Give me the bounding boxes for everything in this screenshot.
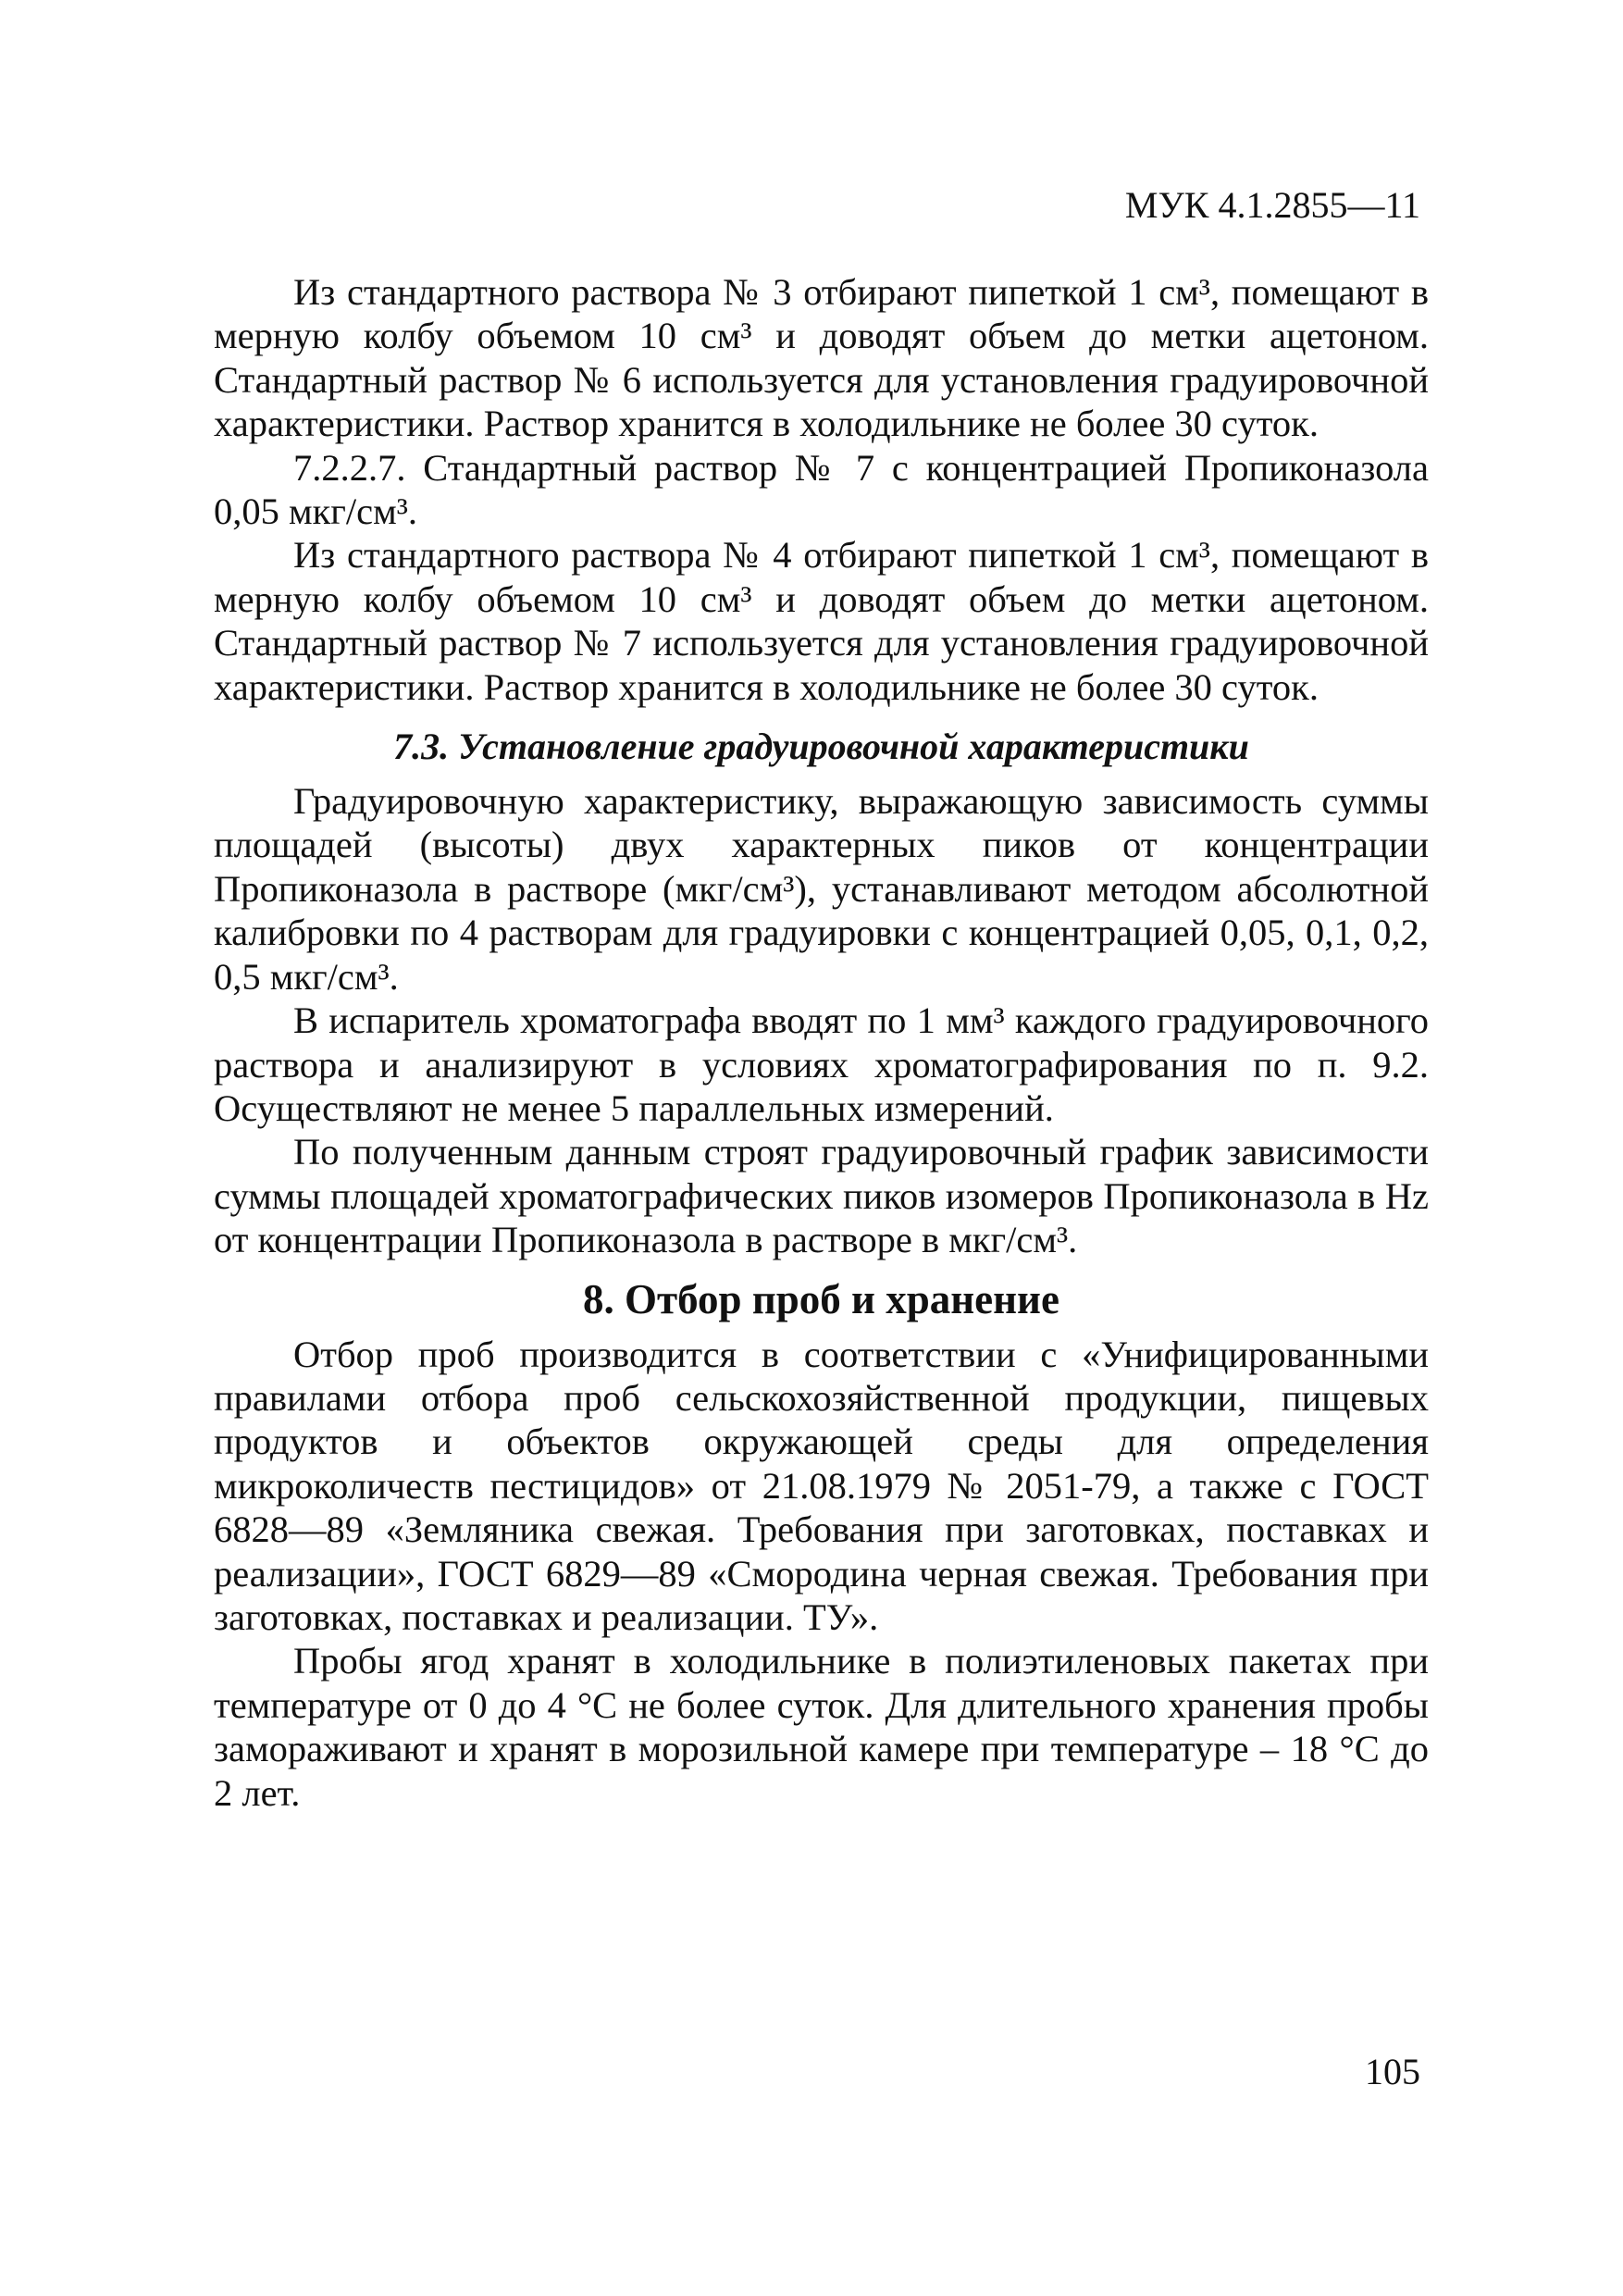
page-number: 105 xyxy=(1365,2051,1420,2092)
paragraph-7-2-2-7: 7.2.2.7. Стандартный раствор № 7 с концентрацией Пропиконазола 0,05 мкг/см³. xyxy=(214,446,1439,533)
paragraph-sample-storage: Пробы ягод хранят в холодильнике в полиэтиленовых пакетах при температуре от 0 до 4 °С не более суток. Для длительного хранения пробы замораживают и хранят в морозильной камере при температуре – 18 °С до 2 лет. xyxy=(214,1640,1439,1814)
chapter-heading-8: 8. Отбор проб и хранение xyxy=(583,1275,1059,1322)
paragraph-calibration-characteristic: Градуировочную характеристику, выражающую зависимость суммы площадей (высоты) двух характерных пиков от концентрации Пропиконазола в растворе (мкг/см³), устанавливают методом абсолютной калибровки по 4 растворам для градуировки с концентрацией 0,05, 0,1, 0,2, 0,5 мкг/см³. xyxy=(214,780,1439,998)
paragraph-standard-solution-7: Из стандартного раствора № 4 отбирают пипеткой 1 см³, помещают в мерную колбу объемом 10 см³ и доводят объем до метки ацетоном. Стандартный раствор № 7 используется для установления градуировочной характеристики. Раствор хранится в холодильнике не более 30 суток. xyxy=(214,534,1439,708)
running-header: МУК 4.1.2855—11 xyxy=(1124,184,1420,226)
paragraph-sampling-rules: Отбор проб производится в соответствии с «Унифицированными правилами отбора проб сельскохозяйственной продукции, пищевых продуктов и объектов окружающей среды для определения микроколичеств пестицидов» от 21.08.1979 № 2051-79, а также с ГОСТ 6828—89 «Земляника свежая. Требования при заготовках, поставках и реализации», ГОСТ 6829—89 «Смородина черная свежая. Требования при заготовках, поставках и реализации. ТУ». xyxy=(214,1333,1439,1638)
paragraph-chromatograph-injection: В испаритель хроматографа вводят по 1 мм³ каждого градуировочного раствора и анализируют в условиях хроматографирования по п. 9.2. Осуществляют не менее 5 параллельных измерений. xyxy=(214,999,1439,1129)
page-content xyxy=(214,270,1439,1815)
paragraph-standard-solution-6: Из стандартного раствора № 3 отбирают пипеткой 1 см³, помещают в мерную колбу объемом 10 см³ и доводят объем до метки ацетоном. Стандартный раствор № 6 используется для установления градуировочной характеристики. Раствор хранится в холодильнике не более 30 суток. xyxy=(214,271,1439,445)
paragraph-calibration-graph: По полученным данным строят градуировочный график зависимости суммы площадей хроматографических пиков изомеров Пропиконазола в Hz от концентрации Пропиконазола в растворе в мкг/см³. xyxy=(214,1131,1439,1261)
section-heading-7-3: 7.3. Установление градуировочной характеристики xyxy=(393,726,1249,768)
